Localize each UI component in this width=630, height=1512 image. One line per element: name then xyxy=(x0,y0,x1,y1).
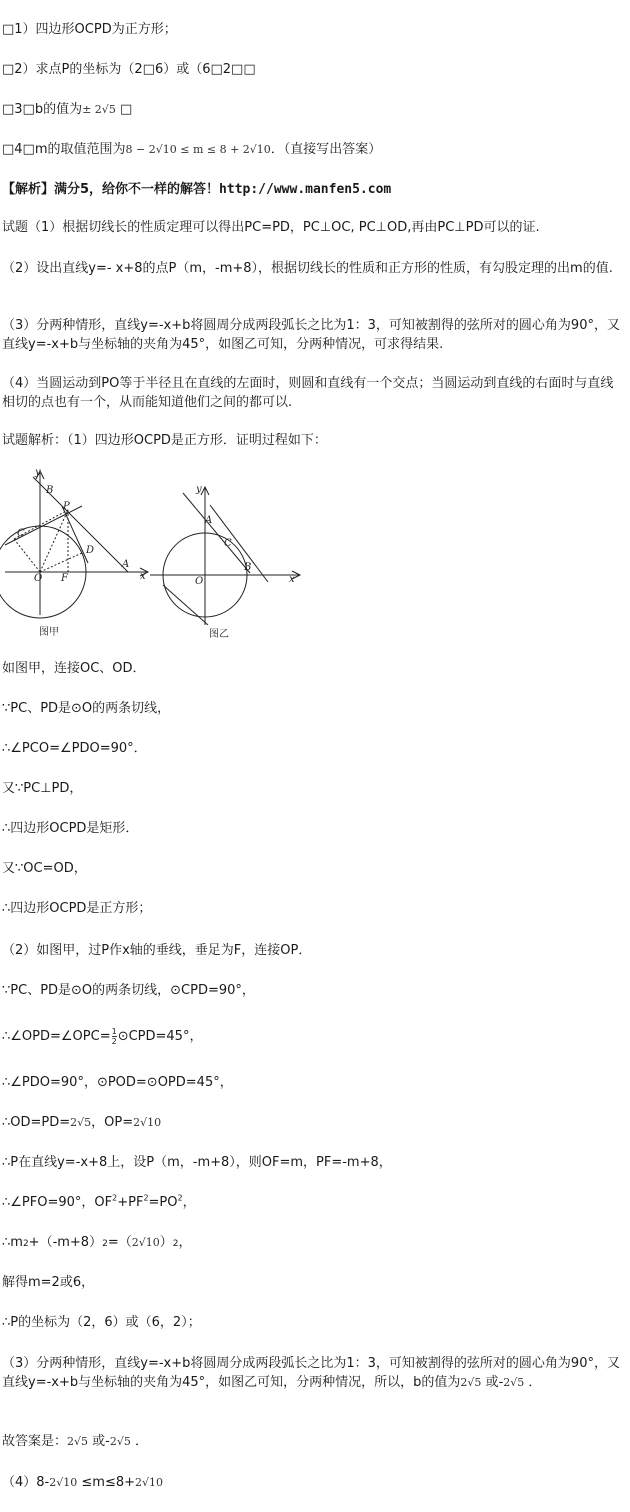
step-19-mid: 或- xyxy=(88,1434,110,1449)
banner-url[interactable]: http://www.manfen5.com xyxy=(219,182,392,197)
answer-3-text: □3□b的值为 xyxy=(2,102,83,117)
step-5: ∴四边形OCPD是矩形． xyxy=(2,821,139,836)
step-6: 又∵OC=OD， xyxy=(2,861,87,876)
fig-left-o: O xyxy=(34,573,43,584)
step-14-sup-2: 2 xyxy=(143,1193,149,1203)
step-19 xyxy=(2,1433,626,1451)
figure-left xyxy=(0,471,148,618)
step-20-math-1: 2√10 xyxy=(49,1476,78,1489)
step-8: （2）如图甲，过P作x轴的垂线，垂足为F，连接OP． xyxy=(2,943,312,958)
step-10-end: ⊙CPD=45°， xyxy=(117,1029,203,1044)
hint-3: （3）分两种情形，直线y=-x+b将圆周分成两段弧长之比为1：3，可知被割得的弦所对的圆心角为90°，又直线y=-x+b与坐标轴的夹角为45°，如图乙可知，分两种情况，可求得结果. xyxy=(2,318,620,352)
fig-right-c: C xyxy=(224,538,232,549)
step-15-e: ， xyxy=(178,1235,192,1250)
fig-right-a: A xyxy=(205,515,213,526)
answer-4 xyxy=(2,141,626,159)
hint-4: （4）当圆运动到PO等于半径且在直线的左面时，则圆和直线有一个交点；当圆运动到直线的右面时与直线相切的点也有一个，从而能知道他们之间的都可以. xyxy=(2,376,614,410)
fig-left-c: C xyxy=(17,528,25,539)
step-11: ∴∠PDO=90°，⊙POD=⊙OPD=45°， xyxy=(2,1075,233,1090)
answer-4-math: 8 − 2√10 ≤ m ≤ 8 + 2√10 xyxy=(125,143,271,156)
step-2: ∵PC、PD是⊙O的两条切线， xyxy=(2,701,171,716)
hint-2: （2）设出直线y=- x+8的点P（m，-m+8），根据切线长的性质和正方形的性质，有勾股定理的出m的值. xyxy=(2,261,613,276)
step-15 xyxy=(2,1234,626,1253)
step-18-text: （3）分两种情形，直线y=-x+b将圆周分成两段弧长之比为1：3，可知被割得的弦所对的圆心角为90°，又直线y=-x+b与坐标轴的夹角为45°，如图乙可知，分两种情况，所以，b的值为 xyxy=(2,1356,620,1390)
step-19-text: 故答案是： xyxy=(2,1434,68,1449)
step-15-sup-3: 2 xyxy=(172,1239,179,1249)
fig-right-y: y xyxy=(196,484,202,495)
step-18-math-2: 2√5 xyxy=(503,1376,525,1389)
fraction-denominator: 2 xyxy=(111,1037,117,1046)
step-13: ∴P在直线y=-x+8上，设P（m，-m+8），则OF=m，PF=-m+8， xyxy=(2,1155,392,1170)
fig-left-y: y xyxy=(35,467,41,478)
fig-right-caption: 图乙 xyxy=(209,629,229,640)
fig-left-d: D xyxy=(86,545,95,556)
fig-left-b: B xyxy=(46,485,54,496)
step-12-math-2: 2√10 xyxy=(133,1116,162,1129)
fig-right-x: x xyxy=(289,574,295,585)
answer-2: □2）求点P的坐标为（2□6）或（6□2□□ xyxy=(2,62,256,77)
step-1: 如图甲，连接OC、OD． xyxy=(2,661,146,676)
fig-left-a: A xyxy=(122,559,130,570)
step-12-math-1: 2√5 xyxy=(70,1116,92,1129)
step-14-b: +PF xyxy=(117,1195,144,1210)
step-12-mid: ，OP= xyxy=(91,1115,134,1130)
analysis-banner xyxy=(2,181,626,199)
geometry-figure xyxy=(0,465,320,645)
step-20 xyxy=(2,1474,626,1492)
fig-left-caption: 图甲 xyxy=(39,627,59,638)
step-14-d: ， xyxy=(182,1195,196,1210)
figure-right xyxy=(150,487,300,625)
step-15-sup-1: 2 xyxy=(22,1239,29,1249)
step-18-math-1: 2√5 xyxy=(460,1376,482,1389)
fig-left-f: F xyxy=(61,573,68,584)
step-15-d: ） xyxy=(159,1235,173,1250)
step-3: ∴∠PCO=∠PDO=90°． xyxy=(2,741,147,756)
step-14-sup-3: 2 xyxy=(177,1193,183,1203)
step-18 xyxy=(2,1354,626,1392)
step-12-text: ∴OD=PD= xyxy=(2,1115,71,1130)
answer-4-end: ．（直接写出答案） xyxy=(270,142,382,157)
answer-1: □1）四边形OCPD为正方形； xyxy=(2,22,177,37)
step-14-sup-1: 2 xyxy=(112,1193,118,1203)
step-9: ∵PC、PD是⊙O的两条切线，⊙CPD=90°， xyxy=(2,983,255,998)
step-4: 又∵PC⊥PD， xyxy=(2,781,83,796)
answer-3 xyxy=(2,101,626,119)
banner-label: 【解析】满分5，给你不一样的解答！ xyxy=(2,182,220,197)
step-16: 解得m=2或6， xyxy=(2,1275,95,1290)
step-15-math: 2√10 xyxy=(131,1236,160,1249)
step-19-end: ． xyxy=(130,1434,149,1449)
fraction-half xyxy=(112,1027,117,1046)
step-7: ∴四边形OCPD是正方形； xyxy=(2,901,152,916)
step-20-math-2: 2√10 xyxy=(135,1476,164,1489)
step-19-math-1: 2√5 xyxy=(67,1435,89,1448)
fig-left-x: x xyxy=(140,571,146,582)
step-14 xyxy=(2,1194,626,1212)
step-15-a: ∴m xyxy=(2,1235,23,1250)
step-15-c: =（ xyxy=(107,1235,132,1250)
answer-3-end: □ xyxy=(115,102,133,117)
step-15-b: +（-m+8） xyxy=(28,1235,103,1250)
answer-4-text: □4□m的取值范围为 xyxy=(2,142,126,157)
step-14-c: =PO xyxy=(148,1195,178,1210)
step-18-mid: 或- xyxy=(481,1375,504,1390)
step-18-end: ． xyxy=(524,1375,542,1390)
step-12 xyxy=(2,1114,626,1132)
hint-1: 试题（1）根据切线长的性质定理可以得出PC=PD，PC⊥OC, PC⊥OD,再由PC⊥PD可以的证. xyxy=(2,220,540,235)
fig-left-p: P xyxy=(63,501,70,512)
fraction-numerator: 1 xyxy=(111,1027,117,1036)
step-19-math-2: 2√5 xyxy=(109,1435,131,1448)
fig-right-o: O xyxy=(195,576,204,587)
step-10-text: ∴∠OPD=∠OPC= xyxy=(2,1029,111,1044)
step-15-sup-2: 2 xyxy=(102,1239,108,1249)
step-17: ∴P的坐标为（2，6）或（6，2）； xyxy=(2,1315,201,1330)
solution-intro: 试题解析：（1）四边形OCPD是正方形．证明过程如下： xyxy=(2,433,327,448)
answer-3-math: ± 2√5 xyxy=(82,103,116,116)
step-14-a: ∴∠PFO=90°，OF xyxy=(2,1195,113,1210)
step-20-text: （4）8- xyxy=(2,1475,50,1490)
fig-right-b: B xyxy=(244,562,252,573)
step-20-mid: ≤m≤8+ xyxy=(77,1475,135,1490)
step-10 xyxy=(2,1027,626,1046)
